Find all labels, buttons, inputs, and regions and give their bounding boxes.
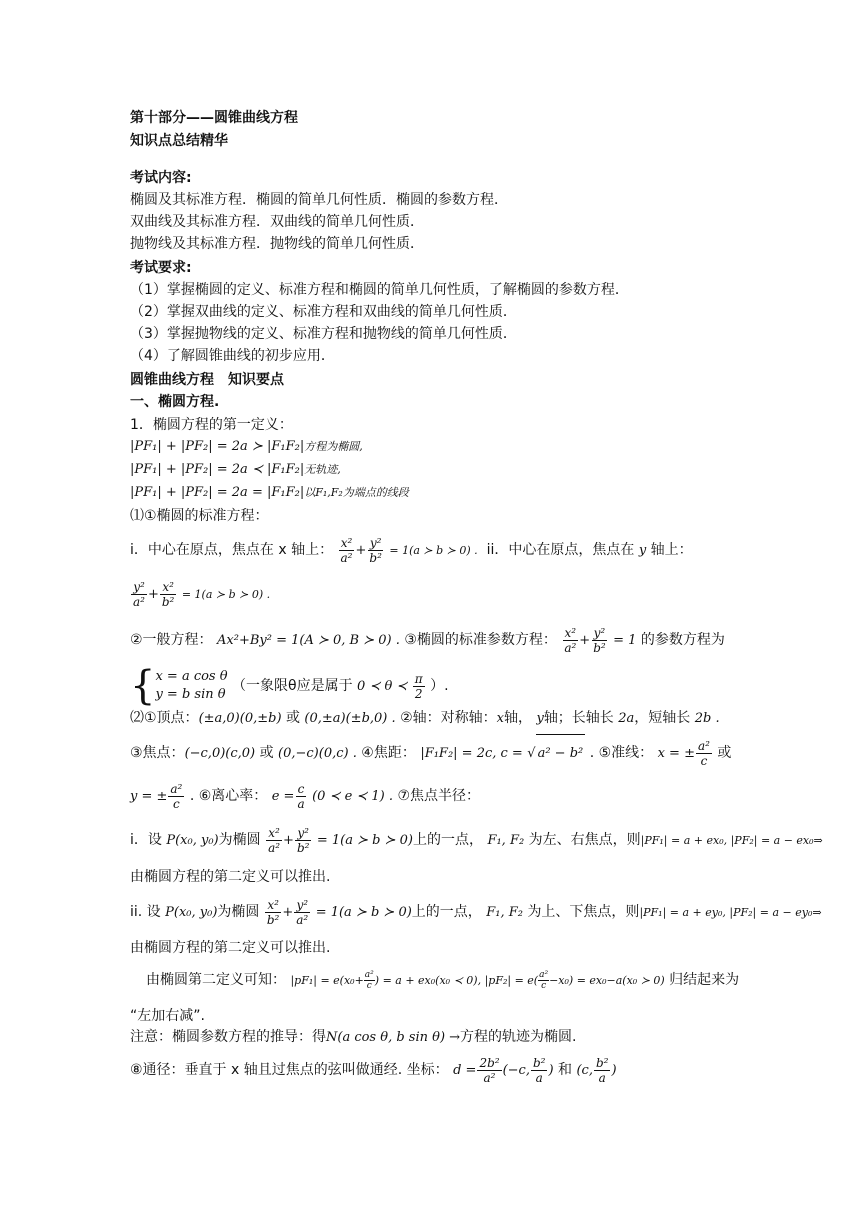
general-label: ②一般方程： bbox=[130, 632, 213, 648]
condition: = 1(a ≻ b ≻ 0) . bbox=[181, 588, 271, 601]
focal-radius-ii-line: ii. 设 P(x₀, y₀)为椭圆 $\frac{\text{x²}}{\text{b²}}$ + $\frac{\text{y²}}{\text{a²}}$ = 1(a ≻ b ≻ 0)上的一点， F₁, F₂ 为上、下焦点，则|PF₁| = a + ey₀, |PF₂| = a − ey₀⇒ bbox=[130, 897, 822, 927]
foci-line: ③焦点：(−c,0)(c,0) 或 (0,−c)(0,c) . ④焦距： |F₁F₂| = 2c, c = √ a² − b² . ⑤准线： x = ± $\frac{\text{a²}}{c}$ 或 bbox=[130, 734, 731, 772]
standard-equation-line: i．中心在原点，焦点在 x 轴上： $\frac{\text{x²}}{\text{a²}}$ + $\frac{\text{y²}}{\text{b²}}$ = 1(a ≻ b ≻ 0) . ii．中心在原点，焦点在 y 轴上： bbox=[130, 535, 693, 565]
focal-radius-i-line: i．设 P(x₀, y₀)为椭圆 $\frac{\text{x²}}{\text{a²}}$ + $\frac{\text{y²}}{\text{b²}}$ = 1(a ≻ b ≻ 0)上的一点， F₁, F₂ 为左、右焦点，则|PF₁| = a + ex₀, |PF₂| = a − ex₀⇒ bbox=[130, 825, 823, 855]
requirement-item: （4）了解圆锥曲线的初步应用． bbox=[130, 348, 335, 364]
fraction: $\frac{\text{x²}}{\text{b²}}$ bbox=[266, 897, 280, 927]
fraction: $\frac{\text{y²}}{\text{a²}}$ bbox=[296, 897, 309, 927]
quadrant-text: （一象限θ应是属于 bbox=[232, 678, 353, 694]
exam-content-line: 椭圆及其标准方程．椭圆的简单几何性质．椭圆的参数方程． bbox=[130, 192, 508, 208]
definition-case-2 bbox=[130, 459, 341, 480]
fraction: $\frac{\text{x²}}{\text{b²}}$ bbox=[161, 579, 175, 609]
brace: { bbox=[130, 663, 156, 709]
param-equation: = 1 bbox=[613, 633, 637, 648]
latus-rectum-line: ⑧通径：垂直于 x 轴且过焦点的弦叫做通经. 坐标： d = $\frac{\text{2b²}}{\text{a²}}$ (−c, $\frac{\text{b²}}{a}$ ) 和 (c, $\frac{\text{b²}}{a}$ ) bbox=[130, 1055, 617, 1085]
focal-radius-ii-next: 由椭圆方程的第二定义可以推出. bbox=[130, 940, 331, 956]
fraction: $\frac{\text{y²}}{\text{b²}}$ bbox=[296, 825, 310, 855]
parametric-system: x = a cos θ y = b sin θ bbox=[155, 669, 228, 702]
document-title: 第十部分——圆锥曲线方程 bbox=[130, 110, 298, 126]
case-text: 方程为椭圆, bbox=[304, 440, 363, 453]
exam-content-line: 双曲线及其标准方程．双曲线的简单几何性质． bbox=[130, 214, 424, 230]
part-one-heading: 一、椭圆方程. bbox=[130, 394, 220, 410]
definition-case-3 bbox=[130, 482, 409, 503]
param-label: ③椭圆的标准参数方程： bbox=[404, 632, 557, 648]
note-line: 注意：椭圆参数方程的推导：得N(a cos θ, b sin θ) →方程的轨迹为椭圆. bbox=[130, 1029, 577, 1045]
fraction: $\frac{c}{a}$ bbox=[297, 781, 305, 811]
case-equation: |PF₁| + |PF₂| = 2a ≺ |F₁F₂| bbox=[130, 462, 305, 477]
fraction: $\frac{\text{b²}}{a}$ bbox=[532, 1055, 546, 1085]
exam-requirements-heading: 考试要求: bbox=[130, 260, 192, 276]
requirement-item: （2）掌握双曲线的定义、标准方程和双曲线的简单几何性质． bbox=[130, 304, 517, 320]
general-equation: Ax²+By² = 1(A ≻ 0, B ≻ 0) . bbox=[217, 633, 400, 648]
eccentricity-line: y = ± $\frac{\text{a²}}{c}$ . ⑥离心率： e = $\frac{c}{a}$ (0 ≺ e ≺ 1) . ⑦焦点半径： bbox=[130, 781, 481, 811]
exam-content-heading: 考试内容: bbox=[130, 170, 192, 186]
fraction: $\frac{\text{x²}}{\text{a²}}$ bbox=[564, 625, 577, 655]
first-definition-label: 1．椭圆方程的第一定义： bbox=[130, 417, 293, 433]
vertices-line: ⑵①顶点：(±a,0)(0,±b) 或 (0,±a)(±b,0) . ②轴：对称轴：x轴， y轴；长轴长 2a，短轴长 2b . bbox=[130, 710, 720, 726]
document-subtitle: 知识点总结精华 bbox=[130, 133, 228, 149]
fraction: $\frac{\text{b²}}{a}$ bbox=[595, 1055, 609, 1085]
requirement-item: （3）掌握抛物线的定义、标准方程和抛物线的简单几何性质． bbox=[130, 326, 517, 342]
definition-case-1 bbox=[130, 436, 363, 457]
fraction: $\frac{\text{a²}}{c}$ bbox=[170, 781, 183, 811]
focal-radius-i-next: 由椭圆方程的第二定义可以推出. bbox=[130, 869, 331, 885]
condition: = 1(a ≻ b ≻ 0) . bbox=[389, 544, 478, 557]
fraction: $\frac{\text{a²}}{c}$ bbox=[364, 969, 374, 991]
case-text: 以F₁,F₂为端点的线段 bbox=[304, 486, 409, 499]
fraction: $\frac{\text{y²}}{\text{b²}}$ bbox=[369, 535, 382, 565]
fraction: $\frac{\text{y²}}{\text{a²}}$ bbox=[133, 579, 145, 609]
case-equation: |PF₁| + |PF₂| = 2a ≻ |F₁F₂| bbox=[130, 439, 305, 454]
fraction: $\frac{\text{y²}}{\text{b²}}$ bbox=[593, 625, 606, 655]
standard-equation-y: $\frac{\text{y²}}{\text{a²}}$ + $\frac{\text{x²}}{\text{b²}}$ = 1(a ≻ b ≻ 0) . bbox=[133, 579, 271, 609]
fraction: $\frac{\text{x²}}{\text{a²}}$ bbox=[268, 825, 281, 855]
quadrant-end: ）. bbox=[430, 678, 449, 694]
second-definition-line: 由椭圆第二定义可知： |pF₁| = e(x₀+ $\frac{\text{a²}}{c}$ ) = a + ex₀(x₀ ≺ 0), |pF₂| = e( $\frac{\text{a²}}{c}$ −x₀) = ex₀−a(x₀ ≻ 0) 归结起来为 bbox=[146, 969, 740, 991]
case-text: 无轨迹, bbox=[304, 463, 341, 476]
requirement-item: （1）掌握椭圆的定义、标准方程和椭圆的简单几何性质，了解椭圆的参数方程． bbox=[130, 282, 629, 298]
fraction: $\frac{\text{a²}}{c}$ bbox=[539, 969, 549, 991]
exam-content-line: 抛物线及其标准方程．抛物线的简单几何性质． bbox=[130, 236, 424, 252]
general-equation-line: ②一般方程： Ax²+By² = 1(A ≻ 0, B ≻ 0) . ③椭圆的标准参数方程： $\frac{\text{x²}}{\text{a²}}$ + $\frac{\text{y²}}{\text{b²}}$ = 1 的参数方程为 bbox=[130, 625, 725, 655]
left-plus-right-minus: “左加右减”. bbox=[130, 1008, 205, 1024]
quadrant-range: 0 ≺ θ ≺ bbox=[357, 679, 408, 694]
fraction: $\frac{\text{2b²}}{\text{a²}}$ bbox=[479, 1055, 500, 1085]
case-ii-text: ii．中心在原点，焦点在 bbox=[486, 542, 635, 558]
fraction: $\frac{\text{x²}}{\text{a²}}$ bbox=[340, 535, 353, 565]
section-heading: 圆锥曲线方程 知识要点 bbox=[130, 372, 284, 388]
fraction: $\frac{\pi}{2}$ bbox=[414, 671, 423, 701]
square-root: a² − b² bbox=[536, 734, 586, 773]
standard-equation-label: ⑴①椭圆的标准方程： bbox=[130, 508, 269, 524]
case-i-text: i．中心在原点，焦点在 x 轴上： bbox=[130, 542, 334, 558]
parametric-system-line bbox=[130, 664, 449, 708]
case-ii-text-2: 轴上： bbox=[650, 542, 693, 558]
param-suffix: 的参数方程为 bbox=[640, 632, 725, 648]
fraction: $\frac{\text{a²}}{c}$ bbox=[697, 738, 710, 768]
case-equation: |PF₁| + |PF₂| = 2a = |F₁F₂| bbox=[130, 485, 305, 500]
axis-variable: y bbox=[638, 543, 647, 558]
